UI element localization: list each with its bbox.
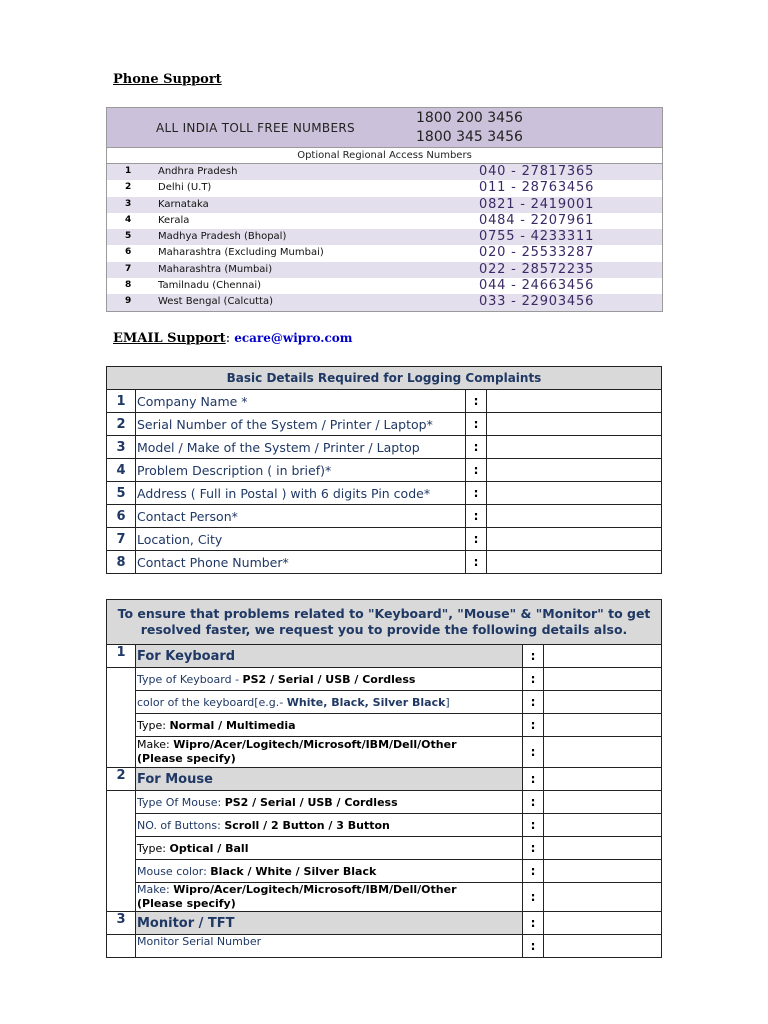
field-label: Type of Keyboard - PS2 / Serial / USB / Cordless [136, 668, 523, 691]
row-number: 8 [125, 280, 132, 291]
phone-number: 040 - 27817365 [479, 164, 595, 179]
phone-number: 033 - 22903456 [479, 294, 595, 310]
contact-phone-field[interactable] [487, 551, 662, 574]
mouse-type-field[interactable] [544, 791, 662, 814]
regional-access-label: Optional Regional Access Numbers [107, 148, 662, 164]
colon: : [523, 668, 544, 691]
address-field[interactable] [487, 482, 662, 505]
mouse-buttons-field[interactable] [544, 814, 662, 837]
table-row [107, 505, 662, 528]
field-label: Contact Person* [136, 505, 466, 528]
phone-number: 0755 - 4233311 [479, 229, 595, 245]
colon: : [523, 837, 544, 860]
table-row [107, 390, 662, 413]
field-label: Make: Wipro/Acer/Logitech/Microsoft/IBM/Dell/Other (Please specify) [136, 737, 523, 768]
state-name: Madhya Pradesh (Bhopal) [158, 231, 287, 243]
colon: : [523, 645, 544, 668]
model-make-field[interactable] [487, 436, 662, 459]
regional-row [107, 197, 662, 213]
table-row [107, 459, 662, 482]
state-name: Karnataka [158, 198, 209, 210]
row-number: 8 [107, 551, 136, 574]
regional-row [107, 213, 662, 229]
company-name-field[interactable] [487, 390, 662, 413]
field-label: Contact Phone Number* [136, 551, 466, 574]
state-name: Tamilnadu (Chennai) [158, 280, 262, 292]
location-city-field[interactable] [487, 528, 662, 551]
colon: : [466, 413, 487, 436]
table-row [107, 791, 662, 814]
regional-row [107, 245, 662, 261]
colon: : [523, 912, 544, 935]
table-row [107, 482, 662, 505]
table-row [107, 883, 662, 912]
problem-description-field[interactable] [487, 459, 662, 482]
row-number: 4 [125, 214, 132, 225]
colon: : [466, 528, 487, 551]
regional-row [107, 164, 662, 180]
colon: : [466, 390, 487, 413]
email-support-line [113, 331, 352, 346]
row-number: 1 [107, 390, 136, 413]
toll-free-numbers [416, 109, 523, 147]
row-number: 6 [107, 505, 136, 528]
row-number: 7 [125, 263, 132, 274]
regional-row [107, 294, 662, 310]
field-label: NO. of Buttons: Scroll / 2 Button / 3 Button [136, 814, 523, 837]
mouse-color-field[interactable] [544, 860, 662, 883]
field-label: color of the keyboard[e.g.- White, Black, Silver Black] [136, 691, 523, 714]
field-label: Location, City [136, 528, 466, 551]
field-label: Address ( Full in Postal ) with 6 digits Pin code* [136, 482, 466, 505]
row-number: 2 [125, 182, 132, 193]
row-number: 4 [107, 459, 136, 482]
phone-number: 0821 - 2419001 [479, 196, 595, 212]
colon: : [523, 814, 544, 837]
keyboard-section-title: For Keyboard [136, 645, 523, 668]
field-label: Make: Wipro/Acer/Logitech/Microsoft/IBM/Dell/Other (Please specify) [136, 883, 523, 912]
section-row [107, 768, 662, 791]
state-name: Kerala [158, 214, 190, 226]
keyboard-field[interactable] [544, 645, 662, 668]
mouse-field[interactable] [544, 768, 662, 791]
table-row [107, 413, 662, 436]
state-name: West Bengal (Calcutta) [158, 296, 274, 308]
table-row [107, 436, 662, 459]
field-label: Type: Normal / Multimedia [136, 714, 523, 737]
spacer-cell [107, 668, 136, 768]
regional-list [107, 164, 662, 311]
table-row [107, 668, 662, 691]
row-number: 7 [107, 528, 136, 551]
table-row [107, 737, 662, 768]
colon: : [466, 551, 487, 574]
keyboard-color-field[interactable] [544, 691, 662, 714]
section-row [107, 912, 662, 935]
keyboard-make-field[interactable] [544, 737, 662, 768]
table-row [107, 528, 662, 551]
toll-free-label: ALL INDIA TOLL FREE NUMBERS [156, 121, 355, 135]
field-label: Problem Description ( in brief)* [136, 459, 466, 482]
phone-support-table [106, 107, 663, 312]
section-number: 3 [107, 912, 136, 935]
colon: : [523, 935, 544, 958]
colon: : [466, 482, 487, 505]
mouse-make-field[interactable] [544, 883, 662, 912]
row-number: 5 [125, 231, 132, 242]
state-name: Maharashtra (Excluding Mumbai) [158, 247, 324, 259]
toll-free-header [107, 108, 662, 148]
section-row [107, 645, 662, 668]
hardware-details-table [106, 599, 662, 958]
colon: : [523, 860, 544, 883]
regional-row [107, 278, 662, 294]
basic-details-table [106, 366, 662, 574]
row-number: 3 [125, 198, 132, 209]
row-number: 3 [107, 436, 136, 459]
table-row [107, 837, 662, 860]
field-label: Model / Make of the System / Printer / Laptop [136, 436, 466, 459]
email-support-label: EMAIL Support [113, 331, 226, 346]
table-row [107, 860, 662, 883]
row-number: 5 [107, 482, 136, 505]
keyboard-subtype-field[interactable] [544, 714, 662, 737]
colon: : [523, 768, 544, 791]
colon: : [523, 883, 544, 912]
keyboard-type-field[interactable] [544, 668, 662, 691]
phone-number: 020 - 25533287 [479, 245, 595, 261]
table-row [107, 551, 662, 574]
row-number: 2 [107, 413, 136, 436]
regional-row [107, 262, 662, 278]
serial-number-field[interactable] [487, 413, 662, 436]
regional-row [107, 229, 662, 245]
email-support-address[interactable]: ecare@wipro.com [234, 331, 353, 345]
field-label: Company Name * [136, 390, 466, 413]
row-number: 6 [125, 247, 132, 258]
monitor-field[interactable] [544, 912, 662, 935]
field-label: Type Of Mouse: PS2 / Serial / USB / Cordless [136, 791, 523, 814]
table-row [107, 814, 662, 837]
colon: : [523, 737, 544, 768]
row-number: 1 [125, 166, 132, 176]
field-label: Type: Optical / Ball [136, 837, 523, 860]
email-separator: : [225, 331, 235, 346]
mouse-subtype-field[interactable] [544, 837, 662, 860]
colon: : [523, 791, 544, 814]
spacer-cell [107, 791, 136, 912]
state-name: Andhra Pradesh [158, 166, 238, 177]
basic-details-header: Basic Details Required for Logging Complaints [107, 367, 662, 390]
row-number: 9 [125, 296, 132, 307]
phone-number: 0484 - 2207961 [479, 212, 595, 228]
section-number: 1 [107, 645, 136, 668]
section-number: 2 [107, 768, 136, 791]
spacer-cell [107, 935, 136, 958]
phone-number: 022 - 28572235 [479, 261, 595, 277]
table-row [107, 691, 662, 714]
state-name: Delhi (U.T) [158, 182, 212, 194]
table-row [107, 714, 662, 737]
toll-free-number: 1800 200 3456 [416, 110, 523, 126]
monitor-section-title: Monitor / TFT [136, 912, 523, 935]
field-label: Serial Number of the System / Printer / Laptop* [136, 413, 466, 436]
field-label: Monitor Serial Number [136, 935, 523, 958]
colon: : [523, 714, 544, 737]
mouse-section-title: For Mouse [136, 768, 523, 791]
field-label: Mouse color: Black / White / Silver Black [136, 860, 523, 883]
colon: : [523, 691, 544, 714]
phone-support-title: Phone Support [113, 72, 222, 87]
state-name: Maharashtra (Mumbai) [158, 263, 273, 275]
monitor-serial-field[interactable] [544, 935, 662, 958]
phone-number: 044 - 24663456 [479, 278, 595, 294]
contact-person-field[interactable] [487, 505, 662, 528]
colon: : [466, 459, 487, 482]
hardware-intro: To ensure that problems related to "Keyboard", "Mouse" & "Monitor" to get resolved faster, we request you to provide the following details also. [107, 600, 662, 645]
colon: : [466, 505, 487, 528]
regional-row [107, 180, 662, 196]
phone-number: 011 - 28763456 [479, 180, 595, 196]
colon: : [466, 436, 487, 459]
toll-free-number: 1800 345 3456 [416, 129, 523, 145]
table-row [107, 935, 662, 958]
